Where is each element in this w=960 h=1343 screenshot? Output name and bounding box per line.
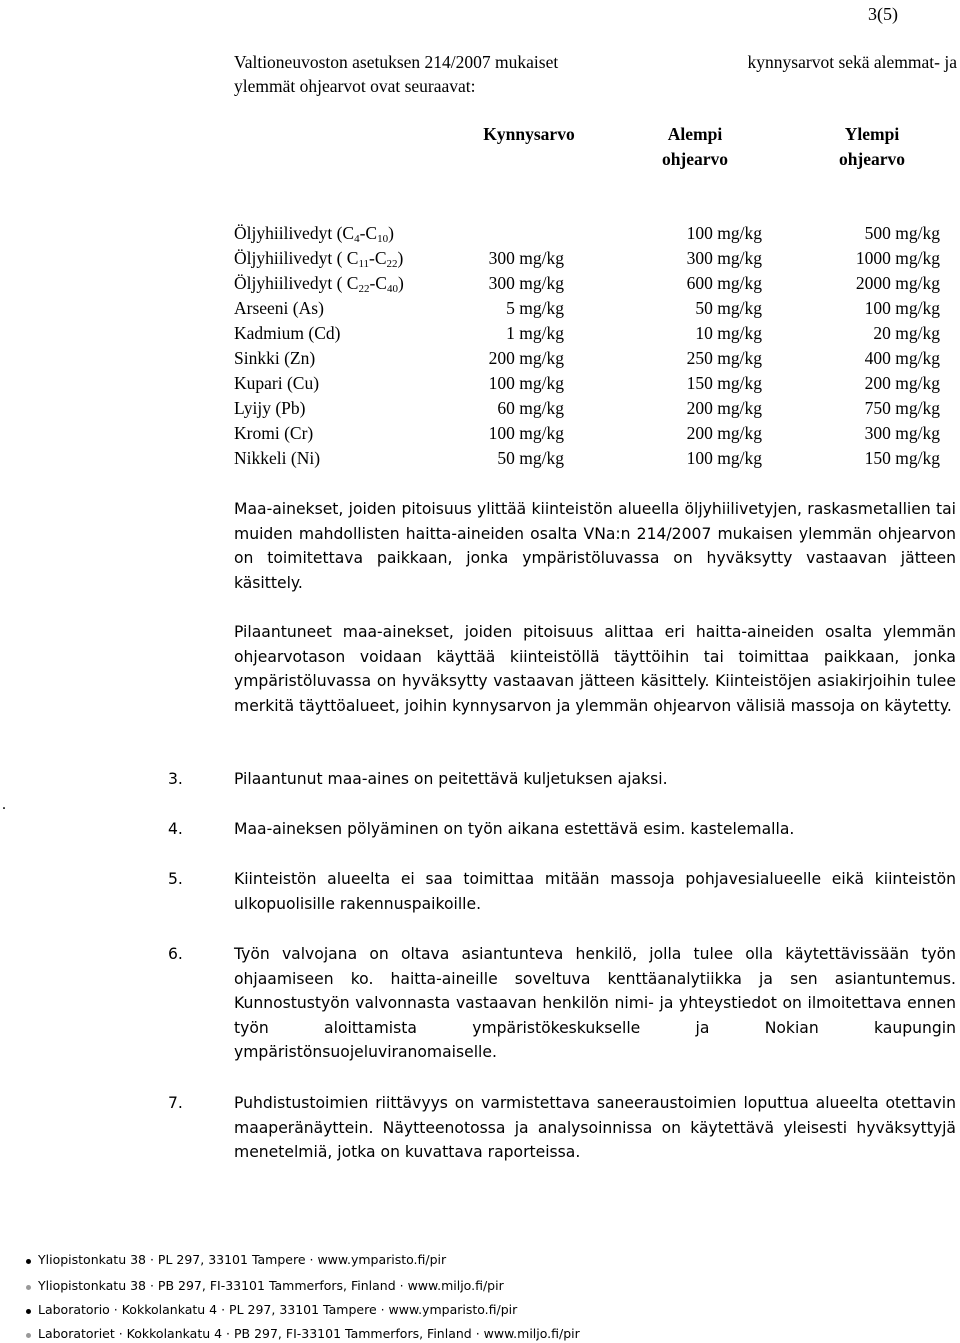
- list-item-text: Työn valvojana on oltava asiantunteva henkilö, jolla tulee olla käytettävissään työn ohjaamiseen ko. haitta-aineille soveltuva kenttäanalytiikka ja sen asiantuntemus. Kunnostustyön valvonnasta vastaavan henkilön nimi- ja yhteystiedot on ilmoitettava ennen työn aloittamista ympäristökeskukselle ja Nokian kaupungin ympäristönsuojeluviranomaiselle.: [234, 945, 956, 1061]
- substance-text: -C: [369, 273, 387, 293]
- substance-name: [234, 223, 394, 244]
- threshold-value: 300 mg/kg: [488, 273, 564, 293]
- substance-text: Kromi (Cr): [234, 423, 314, 443]
- header-ylempi-ohjearvo: [820, 122, 924, 172]
- substance-name: [234, 248, 403, 269]
- threshold-value: 200 mg/kg: [488, 348, 564, 368]
- substance-name: [234, 448, 320, 469]
- substance-name: [234, 373, 319, 394]
- substance-text: ): [388, 223, 394, 243]
- lower-guideline-value: 200 mg/kg: [686, 398, 762, 418]
- table-row: [234, 223, 944, 248]
- footer-text: Yliopistonkatu 38 · PB 297, FI-33101 Tammerfors, Finland · www.miljo.fi/pir: [38, 1278, 504, 1293]
- upper-guideline-value: 150 mg/kg: [864, 448, 940, 468]
- header-alempi-line1: Alempi: [667, 124, 723, 144]
- bullet-icon: [26, 1333, 31, 1338]
- list-item-number: 6.: [168, 945, 183, 963]
- lower-guideline-value: 100 mg/kg: [686, 223, 762, 243]
- upper-guideline-value: 100 mg/kg: [864, 298, 940, 318]
- subscript: 22: [358, 283, 370, 295]
- header-kynnysarvo: [466, 122, 592, 147]
- table-row: [234, 298, 944, 323]
- lower-guideline-value: 50 mg/kg: [695, 298, 762, 318]
- upper-guideline-value: 500 mg/kg: [864, 223, 940, 243]
- footer-address-line: [26, 1252, 446, 1267]
- intro-line1-left: Valtioneuvoston asetuksen 214/2007 mukaiset: [234, 52, 559, 72]
- header-kynnysarvo-label: Kynnysarvo: [483, 124, 575, 144]
- lower-guideline-value: 600 mg/kg: [686, 273, 762, 293]
- subscript: 10: [377, 233, 389, 245]
- substance-text: Sinkki (Zn): [234, 348, 316, 368]
- upper-guideline-value: 400 mg/kg: [864, 348, 940, 368]
- upper-guideline-value: 750 mg/kg: [864, 398, 940, 418]
- substance-text: Öljyhiilivedyt (C: [234, 223, 355, 243]
- threshold-value: 300 mg/kg: [488, 248, 564, 268]
- substance-text: ): [397, 248, 404, 268]
- table-row: [234, 423, 944, 448]
- lower-guideline-value: 300 mg/kg: [686, 248, 762, 268]
- list-item-text: Pilaantunut maa-aines on peitettävä kuljetuksen ajaksi.: [234, 770, 668, 788]
- substance-text: Öljyhiilivedyt ( C: [234, 248, 359, 268]
- table-row: [234, 348, 944, 373]
- subscript: 11: [358, 258, 370, 270]
- footer-text: Yliopistonkatu 38 · PL 297, 33101 Tampere · www.ymparisto.fi/pir: [38, 1252, 447, 1267]
- substance-name: [234, 398, 305, 419]
- subscript: 4: [354, 233, 360, 245]
- substance-text: Nikkeli (Ni): [234, 448, 321, 468]
- list-item-number: 7.: [168, 1094, 183, 1112]
- upper-guideline-value: 1000 mg/kg: [855, 248, 940, 268]
- substance-text: Öljyhiilivedyt ( C: [234, 273, 359, 293]
- upper-guideline-value: 20 mg/kg: [873, 323, 940, 343]
- list-item-text: Puhdistustoimien riittävyys on varmistettava saneeraustoimien loputtua alueelta otettavin maaperänäyttein. Näytteenotossa ja analysoinnissa on käytettävä yleisesti hyväksyttyjä menetelmiä, jotka on kuvattava raporteissa.: [234, 1094, 956, 1161]
- footer-address-line: [26, 1302, 517, 1317]
- threshold-value: 60 mg/kg: [497, 398, 564, 418]
- substance-text: ): [397, 273, 404, 293]
- substance-name: [234, 298, 324, 319]
- substance-name: [234, 273, 404, 294]
- stray-mark: .: [2, 796, 6, 813]
- table-row: [234, 448, 944, 473]
- bullet-icon: [26, 1309, 31, 1314]
- table-row: [234, 373, 944, 398]
- header-alempi-line2: ohjearvo: [661, 149, 729, 169]
- footer-text: Laboratorio · Kokkolankatu 4 · PL 297, 33101 Tampere · www.ymparisto.fi/pir: [38, 1302, 518, 1317]
- substance-text: Arseeni (As): [234, 298, 324, 318]
- substance-text: Kupari (Cu): [234, 373, 320, 393]
- threshold-value: 5 mg/kg: [506, 298, 564, 318]
- header-ylempi-line2: ohjearvo: [838, 149, 906, 169]
- lower-guideline-value: 200 mg/kg: [686, 423, 762, 443]
- threshold-value: 1 mg/kg: [506, 323, 564, 343]
- table-row: [234, 248, 944, 273]
- lower-guideline-value: 150 mg/kg: [686, 373, 762, 393]
- list-item-number: 4.: [168, 820, 183, 838]
- substance-text: Kadmium (Cd): [234, 323, 341, 343]
- footer-address-line: [26, 1326, 580, 1341]
- paragraph-above-limit: Maa-ainekset, joiden pitoisuus ylittää kiinteistön alueella öljyhiilivetyjen, raskasmetallien tai muiden mahdollisten haitta-aineiden osalta VNa:n 214/2007 mukaisen ylemmän ohjearvon on toimitettava paikkaan, jonka ympäristöluvassa on hyväksytty vastaavan jätteen käsittely.: [234, 500, 956, 592]
- lower-guideline-value: 100 mg/kg: [686, 448, 762, 468]
- intro-text: [234, 50, 957, 98]
- upper-guideline-value: 2000 mg/kg: [855, 273, 940, 293]
- threshold-value: 100 mg/kg: [488, 423, 564, 443]
- substance-name: [234, 323, 340, 344]
- table-row: [234, 323, 944, 348]
- paragraph-below-limit: Pilaantuneet maa-ainekset, joiden pitoisuus alittaa eri haitta-aineiden osalta ylemmän ohjearvotason voidaan käyttää kiinteistöllä täyttöihin tai toimittaa paikkaan, jonka ympäristöluvassa on hyväksytty vastaavan jätteen käsittely. Kiinteistöjen asiakirjoihin tulee merkitä täyttöalueet, joihin kynnysarvon ja ylemmän ohjearvon välisiä massoja on käytetty.: [234, 623, 956, 715]
- intro-line2: ylemmät ohjearvot ovat seuraavat:: [234, 76, 476, 96]
- list-item-number: 3.: [168, 770, 183, 788]
- lower-guideline-value: 10 mg/kg: [695, 323, 762, 343]
- list-item-number: 5.: [168, 870, 183, 888]
- lower-guideline-value: 250 mg/kg: [686, 348, 762, 368]
- list-item-text: Kiinteistön alueelta ei saa toimittaa mitään massoja pohjavesialueelle eikä kiinteistön ulkopuolisille rakennuspaikoille.: [234, 870, 956, 913]
- header-ylempi-line1: Ylempi: [844, 124, 900, 144]
- substance-text: -C: [369, 248, 387, 268]
- intro-line1-right: kynnysarvot sekä alemmat- ja: [747, 52, 957, 72]
- header-alempi-ohjearvo: [640, 122, 750, 172]
- bullet-icon: [26, 1259, 31, 1264]
- footer-text: Laboratoriet · Kokkolankatu 4 · PB 297, FI-33101 Tammerfors, Finland · www.miljo.fi/pir: [38, 1326, 580, 1341]
- table-row: [234, 398, 944, 423]
- page-number: 3(5): [868, 4, 898, 24]
- bullet-icon: [26, 1285, 31, 1290]
- substance-text: -C: [359, 223, 378, 243]
- subscript: 22: [386, 258, 398, 270]
- substance-name: [234, 423, 313, 444]
- table-row: [234, 273, 944, 298]
- substance-name: [234, 348, 315, 369]
- threshold-value: 50 mg/kg: [497, 448, 564, 468]
- upper-guideline-value: 300 mg/kg: [864, 423, 940, 443]
- threshold-value: 100 mg/kg: [488, 373, 564, 393]
- footer-address-line: [26, 1278, 504, 1293]
- upper-guideline-value: 200 mg/kg: [864, 373, 940, 393]
- list-item-text: Maa-aineksen pölyäminen on työn aikana estettävä esim. kastelemalla.: [234, 820, 795, 838]
- subscript: 40: [386, 283, 398, 295]
- substance-text: Lyijy (Pb): [234, 398, 306, 418]
